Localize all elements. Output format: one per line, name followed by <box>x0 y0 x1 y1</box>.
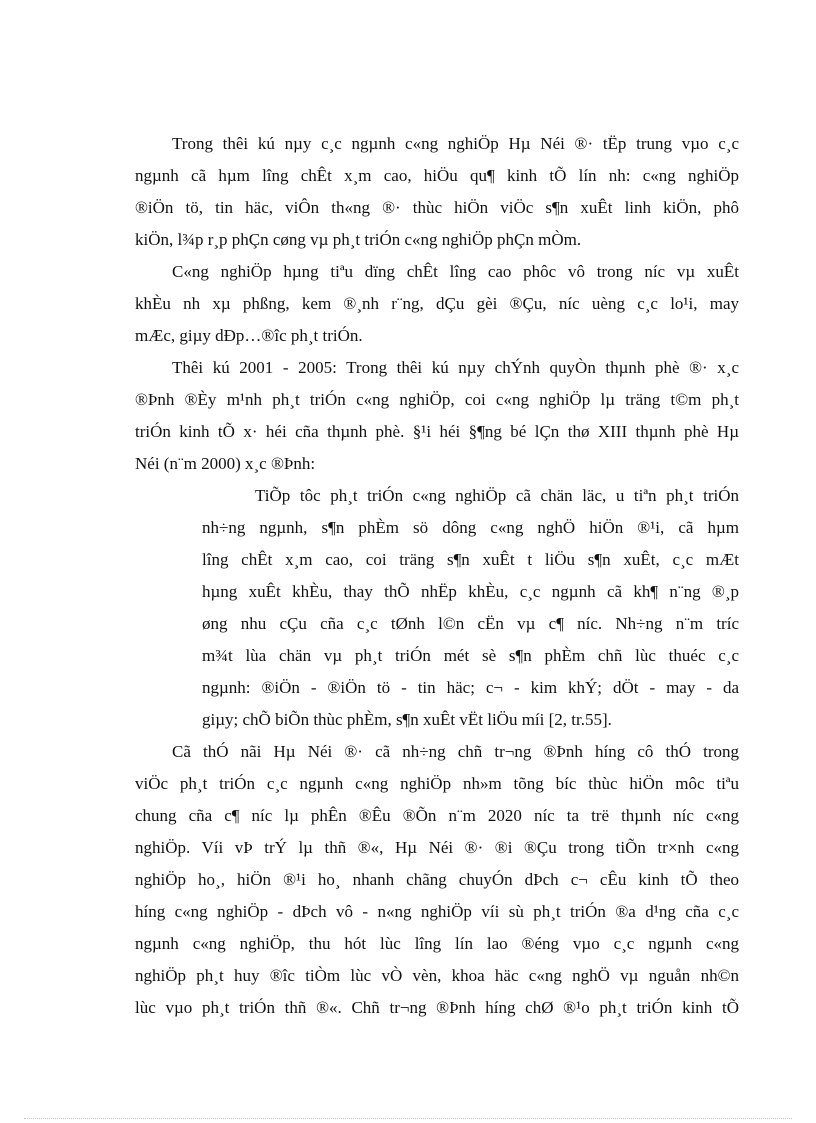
text-line: mÆc, giµy dÐp…®îc ph¸t triÓn. <box>135 326 363 345</box>
text-line: lùc vµo ph¸t triÓn thñ ®«. Chñ tr¬ng ®Þnh híng chØ ®¹o ph¸t triÓn kinh tÕ <box>135 998 739 1017</box>
quote-line: ngµnh: ®iÖn - ®iÖn tö - tin häc; c¬ - kim khÝ; dÖt - may - da <box>202 678 739 697</box>
page-bottom-divider <box>24 1118 792 1119</box>
text-line: khÈu nh xµ phßng, kem ®¸nh r¨ng, dÇu gèi ®Çu, níc uèng c¸c lo¹i, may <box>135 294 739 313</box>
text-line: chung cña c¶ níc lµ phÊn ®Êu ®Õn n¨m 2020 níc ta trë thµnh níc c«ng <box>135 806 739 825</box>
text-line: nghiÖp ho¸, hiÖn ®¹i ho¸ nhanh chãng chuyÓn dÞch c¬ cÊu kinh tÕ theo <box>135 870 739 889</box>
paragraph-3 <box>135 352 739 480</box>
text-line: nghiÖp ph¸t huy ®îc tiÒm lùc vÒ vèn, khoa häc c«ng nghÖ vµ nguån nh©n <box>135 966 739 985</box>
text-line: Cã thÓ nãi Hµ Néi ®· cã nh÷ng chñ tr¬ng ®Þnh híng cô thÓ trong <box>172 742 739 761</box>
text-line: Néi (n¨m 2000) x¸c ®Þnh: <box>135 454 316 473</box>
text-line: híng c«ng nghiÖp - dÞch vô - n«ng nghiÖp víi sù ph¸t triÓn ®a d¹ng cña c¸c <box>135 902 739 921</box>
body-text <box>135 128 739 1024</box>
text-line: nghiÖp. Víi vÞ trÝ lµ thñ ®«, Hµ Néi ®· ®i ®Çu trong tiÕn tr×nh c«ng <box>135 838 739 857</box>
quote-line: hµng xuÊt khÈu, thay thÕ nhËp khÈu, c¸c ngµnh cã kh¶ n¨ng ®¸p <box>202 582 739 601</box>
text-line: viÖc ph¸t triÓn c¸c ngµnh c«ng nghiÖp nh»m tõng bíc thùc hiÖn môc tiªu <box>135 774 739 793</box>
paragraph-1 <box>135 128 739 256</box>
quote-line: nh÷ng ngµnh, s¶n phÈm sö dông c«ng nghÖ hiÖn ®¹i, cã hµm <box>202 518 739 537</box>
quote-line: øng nhu cÇu cña c¸c tØnh l©n cËn vµ c¶ níc. Nh÷ng n¨m tríc <box>202 614 739 633</box>
quote-line: lîng chÊt x¸m cao, coi träng s¶n xuÊt t liÖu s¶n xuÊt, c¸c mÆt <box>202 550 739 569</box>
text-line: Thêi kú 2001 - 2005: Trong thêi kú nµy chÝnh quyÒn thµnh phè ®· x¸c <box>172 358 739 377</box>
text-line: C«ng nghiÖp hµng tiªu dïng chÊt lîng cao phôc vô trong níc vµ xuÊt <box>172 262 739 281</box>
text-line: triÓn kinh tÕ x· héi cña thµnh phè. §¹i héi §¶ng bé lÇn thø XIII thµnh phè Hµ <box>135 422 739 441</box>
paragraph-2 <box>135 256 739 352</box>
text-line: kiÖn, l¾p r¸p phÇn cøng vµ ph¸t triÓn c«ng nghiÖp phÇn mÒm. <box>135 230 582 249</box>
text-line: ®Þnh ®Èy m¹nh ph¸t triÓn c«ng nghiÖp, coi c«ng nghiÖp lµ träng t©m ph¸t <box>135 390 739 409</box>
paragraph-4 <box>135 736 739 1024</box>
block-quote <box>135 480 739 736</box>
quote-line: giµy; chÕ biÕn thùc phÈm, s¶n xuÊt vËt liÖu míi [2, tr.55]. <box>202 710 612 729</box>
text-line: ngµnh c«ng nghiÖp, thu hót lùc lîng lín lao ®éng vµo c¸c ngµnh c«ng <box>135 934 739 953</box>
quote-line: TiÕp tôc ph¸t triÓn c«ng nghiÖp cã chän läc, u tiªn ph¸t triÓn <box>255 486 739 505</box>
text-line: Trong thêi kú nµy c¸c ngµnh c«ng nghiÖp Hµ Néi ®· tËp trung vµo c¸c <box>172 134 739 153</box>
text-line: ngµnh cã hµm lîng chÊt x¸m cao, hiÖu qu¶ kinh tÕ lín nh: c«ng nghiÖp <box>135 166 739 185</box>
text-line: ®iÖn tö, tin häc, viÔn th«ng ®· thùc hiÖn viÖc s¶n xuÊt linh kiÖn, phô <box>135 198 739 217</box>
quote-line: m¾t lùa chän vµ ph¸t triÓn mét sè s¶n phÈm chñ lùc thuéc c¸c <box>202 646 739 665</box>
